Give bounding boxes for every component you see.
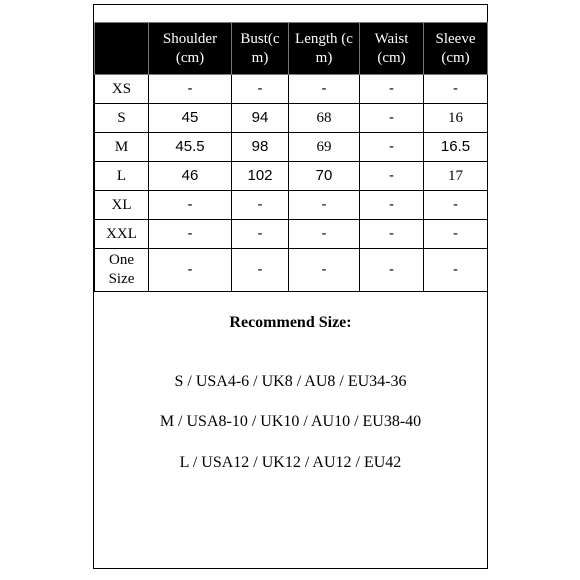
table-row (95, 133, 488, 162)
recommend-line: M / USA8-10 / UK10 / AU10 / EU38-40 (159, 413, 422, 430)
header-corner (95, 23, 149, 75)
waist-value: - (360, 133, 424, 162)
header-waist-line1: Waist (374, 30, 409, 47)
header-shoulder (149, 23, 232, 75)
bust-value: 98 (232, 133, 289, 162)
size-label (95, 249, 149, 292)
sleeve-value: - (424, 220, 488, 249)
table-row (95, 75, 488, 104)
recommend-line: L / USA12 / UK12 / AU12 / EU42 (179, 454, 402, 471)
waist-value: - (360, 162, 424, 191)
size-table (94, 22, 488, 292)
header-waist (360, 23, 424, 75)
size-label: M (95, 133, 149, 162)
shoulder-value: - (149, 191, 232, 220)
header-row (95, 23, 488, 75)
sleeve-value: 16.5 (424, 133, 488, 162)
bust-value: - (232, 75, 289, 104)
size-label: L (95, 162, 149, 191)
header-bust (232, 23, 289, 75)
size-chart-frame (93, 4, 488, 569)
shoulder-value: 46 (149, 162, 232, 191)
recommend-line: S / USA4-6 / UK8 / AU8 / EU34-36 (174, 373, 407, 390)
bust-value: - (232, 220, 289, 249)
size-label-line2: Size (108, 271, 135, 287)
sleeve-value: 16 (424, 104, 488, 133)
size-label: S (95, 104, 149, 133)
header-sleeve (424, 23, 488, 75)
size-label: XXL (95, 220, 149, 249)
length-value: - (289, 220, 360, 249)
shoulder-value: 45.5 (149, 133, 232, 162)
waist-value: - (360, 191, 424, 220)
recommend-title: Recommend Size: (229, 314, 352, 331)
header-sleeve-line1: Sleeve (435, 30, 476, 47)
length-value: 70 (289, 162, 360, 191)
length-value: 68 (289, 104, 360, 133)
header-length-line1: Length (c (295, 30, 353, 47)
sleeve-value: 17 (424, 162, 488, 191)
waist-value: - (360, 249, 424, 292)
table-row (95, 191, 488, 220)
bust-value: 102 (232, 162, 289, 191)
sleeve-value: - (424, 191, 488, 220)
header-shoulder-line2: (cm) (175, 49, 205, 66)
waist-value: - (360, 220, 424, 249)
shoulder-value: - (149, 75, 232, 104)
waist-value: - (360, 104, 424, 133)
header-bust-line1: Bust(c (240, 30, 280, 47)
shoulder-value: 45 (149, 104, 232, 133)
bust-value: 94 (232, 104, 289, 133)
header-sleeve-line2: (cm) (441, 49, 470, 66)
size-label: XL (95, 191, 149, 220)
table-row (95, 162, 488, 191)
header-waist-line2: (cm) (377, 49, 406, 66)
size-label-line1: One (109, 252, 134, 269)
header-shoulder-line1: Shoulder (162, 30, 218, 47)
sleeve-value: - (424, 75, 488, 104)
bust-value: - (232, 191, 289, 220)
table-row (95, 104, 488, 133)
header-length (289, 23, 360, 75)
shoulder-value: - (149, 249, 232, 292)
header-length-line2: m) (315, 49, 333, 66)
size-label: XS (95, 75, 149, 104)
sleeve-value: - (424, 249, 488, 292)
length-value: - (289, 249, 360, 292)
length-value: - (289, 75, 360, 104)
length-value: 69 (289, 133, 360, 162)
shoulder-value: - (149, 220, 232, 249)
header-bust-line2: m) (251, 49, 269, 66)
table-row (95, 220, 488, 249)
waist-value: - (360, 75, 424, 104)
length-value: - (289, 191, 360, 220)
table-row (95, 249, 488, 292)
bust-value: - (232, 249, 289, 292)
